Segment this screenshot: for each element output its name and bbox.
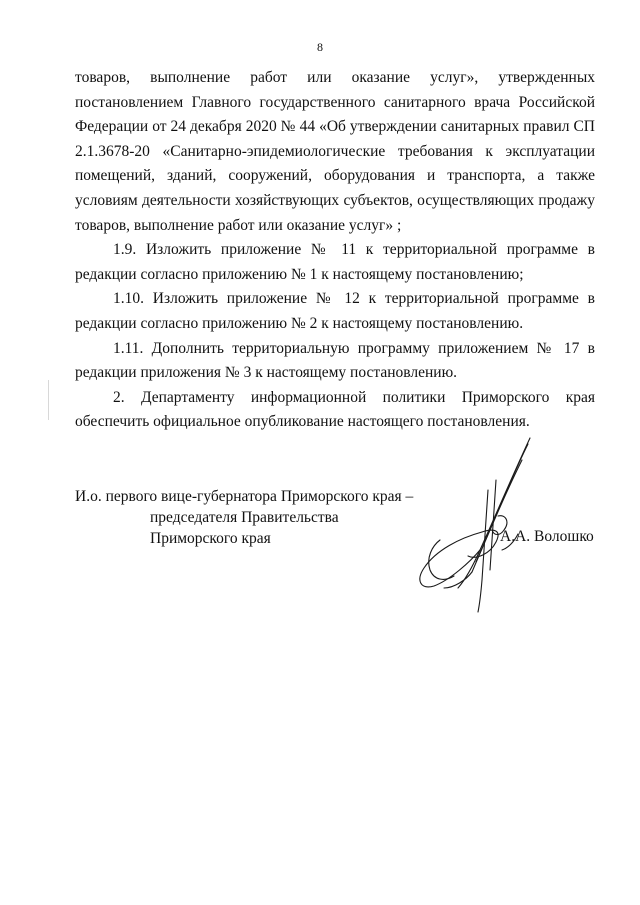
paragraph-1-9: 1.9. Изложить приложение № 11 к территориальной программе в редакции согласно приложению № 1 к настоящему постановлению; — [75, 241, 595, 283]
signatory-title — [75, 486, 413, 549]
document-body — [75, 66, 595, 435]
paragraph-1-10: 1.10. Изложить приложение № 12 к территориальной программе в редакции согласно приложению № 2 к настоящему постановлению. — [75, 290, 595, 332]
paragraph-2: 2. Департаменту информационной политики Приморского края обеспечить официальное опубликование настоящего постановления. — [75, 388, 595, 431]
handwritten-signature — [410, 430, 540, 620]
signer-name: А.А. Волошко — [500, 528, 594, 545]
paragraph-1-11: 1.11. Дополнить территориальную программу приложением № 17 в редакции приложения № 3 к настоящему постановлению. — [75, 339, 595, 382]
margin-mark — [48, 380, 49, 420]
paragraph-continuation: товаров, выполнение работ или оказание услуг», утвержденных постановлением Главного государственного санитарного врача Российской Федерации от 24 декабря 2020 № 44 «Об утверждении санитарных правил СП 2.1.3678-20 «Санитарно-эпидемиологические требования к эксплуатации помещений, зданий, сооружений, оборудования и транспорта, а также условиям деятельности хозяйствующих субъектов, осуществляющих продажу товаров, выполнение работ или оказание услуг» ; — [75, 69, 595, 234]
page-number: 8 — [317, 40, 323, 54]
signatory-title-line1: И.о. первого вице-губернатора Приморского края – — [75, 488, 414, 505]
signatory-title-line2: председателя Правительства — [150, 509, 339, 526]
signatory-title-line3: Приморского края — [150, 530, 271, 547]
